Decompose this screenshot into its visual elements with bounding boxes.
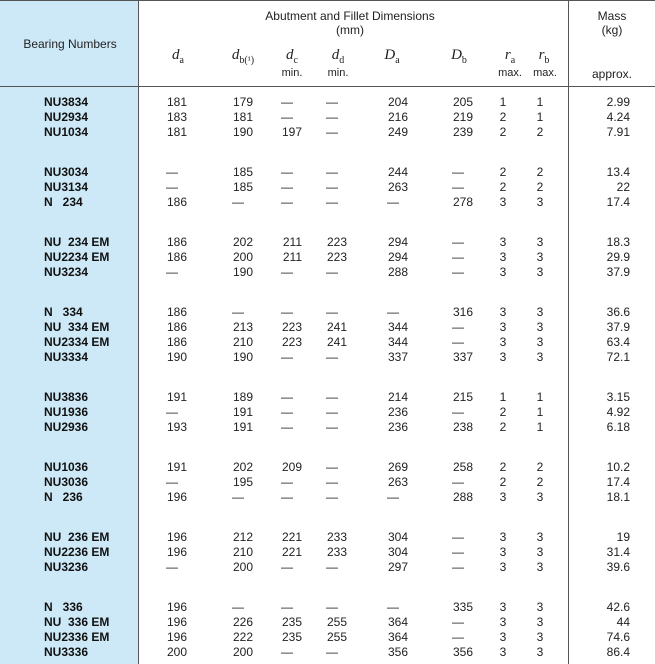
dd-min-label: min. [327, 67, 349, 79]
dc-min-label: min. [281, 67, 303, 79]
cell-mass: 19 [616, 530, 630, 544]
cell-ra: 3 [499, 335, 507, 349]
cell-ra: 3 [499, 490, 507, 504]
bearing-number: NU3336 [44, 645, 89, 659]
cell-ra: 3 [499, 195, 507, 209]
cell-dd: — [326, 165, 338, 179]
cell-db: 278 [452, 195, 473, 209]
cell-dd: — [326, 350, 338, 364]
cell-dd: — [326, 600, 338, 614]
cell-dd: 241 [326, 320, 347, 334]
cell-ra: 3 [499, 545, 507, 559]
cell-dc: 211 [282, 235, 302, 249]
bearing-number: NU3036 [44, 475, 89, 489]
cell-db: 202 [232, 235, 253, 249]
cell-rb: 3 [536, 530, 544, 544]
cell-rb: 2 [536, 460, 544, 474]
cell-rb: 1 [536, 405, 544, 419]
cell-db: — [452, 405, 464, 419]
column-divider-left [138, 0, 139, 664]
cell-rb: 3 [536, 490, 544, 504]
cell-rb: 3 [536, 615, 544, 629]
header-bottom-border [0, 86, 655, 87]
cell-rb: 3 [536, 560, 544, 574]
col-header-Da: $D_a$ [384, 47, 400, 66]
cell-db: — [452, 180, 464, 194]
bearing-number: NU1936 [44, 405, 89, 419]
cell-da: 288 [387, 265, 408, 279]
cell-db: 238 [452, 420, 473, 434]
cell-db: 213 [232, 320, 253, 334]
cell-dc: — [281, 600, 293, 614]
cell-mass: 17.4 [606, 475, 630, 489]
bearing-number: NU2334 EM [44, 335, 110, 349]
cell-db: — [452, 560, 464, 574]
cell-dd: — [326, 490, 338, 504]
rb-max-label: max. [533, 67, 557, 79]
bearing-number: NU 234 EM [44, 235, 110, 249]
cell-rb: 3 [536, 630, 544, 644]
bearing-number: N 234 [44, 195, 83, 209]
cell-dc: — [281, 475, 293, 489]
cell-rb: 3 [536, 350, 544, 364]
abutment-title: Abutment and Fillet Dimensions [265, 9, 435, 23]
mass-approx-label: approx. [591, 67, 633, 81]
cell-db: — [452, 475, 464, 489]
cell-rb: 3 [536, 250, 544, 264]
cell-da: 186 [166, 335, 187, 349]
cell-da: 294 [387, 235, 408, 249]
cell-da: — [166, 560, 178, 574]
cell-db: 190 [232, 265, 253, 279]
mass-unit: (kg) [601, 23, 623, 37]
cell-dc: — [281, 110, 293, 124]
cell-db: 185 [232, 180, 253, 194]
cell-mass: 37.9 [606, 265, 630, 279]
cell-db: 316 [452, 305, 473, 319]
cell-rb: 2 [536, 180, 544, 194]
cell-ra: 2 [499, 475, 507, 489]
cell-db: — [452, 630, 464, 644]
cell-da: 214 [387, 390, 408, 404]
cell-db: 239 [452, 125, 473, 139]
cell-da: 364 [387, 630, 408, 644]
cell-rb: 3 [536, 235, 544, 249]
cell-mass: 42.6 [606, 600, 630, 614]
cell-dd: — [326, 95, 338, 109]
cell-db: 200 [232, 250, 253, 264]
cell-db: — [232, 600, 244, 614]
cell-dc: — [281, 560, 293, 574]
cell-dd: 233 [326, 545, 347, 559]
cell-db: 202 [232, 460, 253, 474]
cell-dc: — [281, 350, 293, 364]
cell-dd: — [326, 265, 338, 279]
cell-rb: 2 [536, 165, 544, 179]
cell-da: 216 [387, 110, 408, 124]
cell-rb: 3 [536, 320, 544, 334]
cell-da: 263 [387, 475, 408, 489]
cell-da: 304 [387, 545, 408, 559]
bearing-number: N 236 [44, 490, 83, 504]
cell-mass: 37.9 [606, 320, 630, 334]
cell-da: 364 [387, 615, 408, 629]
cell-rb: 1 [536, 420, 544, 434]
cell-da: 297 [387, 560, 408, 574]
cell-mass: 31.4 [606, 545, 630, 559]
col-header-db: $d_{b(^1)}$ [231, 47, 255, 66]
cell-ra: 2 [499, 110, 507, 124]
cell-da: — [387, 490, 399, 504]
cell-dd: — [326, 195, 338, 209]
cell-dc: — [281, 195, 293, 209]
cell-da: 196 [166, 545, 187, 559]
cell-da: 204 [387, 95, 408, 109]
bearing-number: NU2336 EM [44, 630, 110, 644]
cell-rb: 1 [536, 390, 544, 404]
cell-rb: 3 [536, 195, 544, 209]
cell-ra: 1 [499, 390, 507, 404]
cell-ra: 3 [499, 615, 507, 629]
cell-mass: 36.6 [606, 305, 630, 319]
cell-ra: 3 [499, 235, 507, 249]
cell-db: 190 [232, 125, 253, 139]
cell-mass: 74.6 [606, 630, 630, 644]
cell-db: 185 [232, 165, 253, 179]
cell-da: 186 [166, 235, 187, 249]
bearing-number: NU3134 [44, 180, 89, 194]
cell-da: 186 [166, 305, 187, 319]
col-header-da: $d_a$ [172, 47, 184, 66]
cell-rb: 3 [536, 645, 544, 659]
cell-dc: — [281, 490, 293, 504]
cell-mass: 13.4 [606, 165, 630, 179]
cell-da: 183 [166, 110, 187, 124]
cell-dd: — [326, 180, 338, 194]
cell-ra: 2 [499, 180, 507, 194]
cell-db: 288 [452, 490, 473, 504]
cell-dd: 223 [326, 250, 347, 264]
bearing-number: NU3834 [44, 95, 89, 109]
bearing-numbers-header: Bearing Numbers [23, 37, 117, 51]
cell-mass: 3.15 [606, 390, 630, 404]
cell-da: 186 [166, 195, 187, 209]
cell-mass: 4.24 [606, 110, 630, 124]
cell-db: — [232, 490, 244, 504]
cell-db: — [232, 305, 244, 319]
cell-ra: 2 [499, 405, 507, 419]
cell-mass: 44 [616, 615, 630, 629]
cell-db: 191 [232, 405, 253, 419]
abutment-unit: (mm) [336, 23, 364, 37]
cell-ra: 3 [499, 600, 507, 614]
cell-da: 294 [387, 250, 408, 264]
cell-da: 244 [387, 165, 408, 179]
cell-db: — [452, 335, 464, 349]
cell-da: 193 [166, 420, 187, 434]
bearing-number: N 334 [44, 305, 83, 319]
col-header-dd: $d_d$ [331, 47, 345, 66]
bearing-number: NU1034 [44, 125, 89, 139]
col-header-dc: $d_c$ [286, 47, 298, 66]
cell-db: 215 [452, 390, 473, 404]
cell-ra: 2 [499, 165, 507, 179]
cell-dc: 197 [281, 125, 302, 139]
cell-da: 196 [166, 490, 187, 504]
cell-db: — [452, 165, 464, 179]
cell-ra: 3 [499, 630, 507, 644]
cell-mass: 63.4 [606, 335, 630, 349]
cell-mass: 10.2 [606, 460, 630, 474]
cell-db: 335 [452, 600, 473, 614]
bearing-number: N 336 [44, 600, 83, 614]
cell-ra: 3 [499, 560, 507, 574]
cell-da: — [166, 405, 178, 419]
cell-dd: — [326, 560, 338, 574]
cell-db: — [452, 545, 464, 559]
cell-db: 258 [452, 460, 473, 474]
bearing-number: NU2934 [44, 110, 89, 124]
bearing-number: NU3034 [44, 165, 89, 179]
cell-db: 337 [452, 350, 473, 364]
cell-db: 222 [232, 630, 253, 644]
cell-db: 356 [452, 645, 473, 659]
cell-ra: 3 [499, 320, 507, 334]
ra-max-label: max. [498, 67, 522, 79]
bearing-number: NU2234 EM [44, 250, 110, 264]
cell-dd: — [326, 460, 338, 474]
cell-da: 186 [166, 320, 187, 334]
cell-da: — [166, 475, 178, 489]
cell-dd: — [326, 125, 338, 139]
cell-rb: 3 [536, 305, 544, 319]
cell-rb: 3 [536, 545, 544, 559]
cell-dd: 241 [326, 335, 347, 349]
cell-mass: 6.18 [606, 420, 630, 434]
cell-mass: 18.1 [606, 490, 630, 504]
bearing-number: NU3236 [44, 560, 89, 574]
cell-dd: — [326, 475, 338, 489]
cell-rb: 3 [536, 265, 544, 279]
table-top-border [0, 0, 655, 1]
cell-db: 195 [232, 475, 253, 489]
cell-dc: — [281, 405, 293, 419]
cell-rb: 3 [536, 335, 544, 349]
cell-dd: 255 [326, 615, 347, 629]
cell-rb: 2 [536, 475, 544, 489]
cell-mass: 39.6 [606, 560, 630, 574]
cell-da: 344 [387, 335, 408, 349]
cell-dd: 255 [326, 630, 347, 644]
cell-da: 196 [166, 615, 187, 629]
bearing-number: NU3334 [44, 350, 89, 364]
cell-da: 190 [166, 350, 187, 364]
cell-mass: 72.1 [606, 350, 630, 364]
cell-dc: — [281, 165, 293, 179]
cell-db: — [452, 615, 464, 629]
col-header-ra: $r_a$ [504, 47, 516, 66]
cell-da: 196 [166, 600, 187, 614]
cell-db: 200 [232, 645, 253, 659]
cell-db: 210 [232, 335, 253, 349]
cell-dc: — [281, 390, 293, 404]
cell-dd: — [326, 390, 338, 404]
cell-da: 337 [387, 350, 408, 364]
cell-mass: 17.4 [606, 195, 630, 209]
cell-db: — [452, 320, 464, 334]
cell-dc: — [281, 95, 293, 109]
bearing-number: NU3234 [44, 265, 89, 279]
cell-da: 191 [166, 460, 187, 474]
cell-ra: 2 [499, 460, 507, 474]
cell-dd: 223 [326, 235, 347, 249]
cell-db: 210 [232, 545, 253, 559]
cell-dd: — [326, 645, 338, 659]
cell-dd: 233 [326, 530, 347, 544]
col-header-Db: $D_b$ [451, 47, 467, 66]
cell-dc: 221 [281, 545, 302, 559]
cell-da: 196 [166, 530, 187, 544]
cell-db: — [452, 250, 464, 264]
cell-da: — [166, 180, 178, 194]
cell-db: 219 [452, 110, 473, 124]
cell-dd: — [326, 110, 338, 124]
cell-db: 189 [232, 390, 253, 404]
cell-db: — [452, 235, 464, 249]
cell-da: 356 [387, 645, 408, 659]
cell-da: 196 [166, 630, 187, 644]
cell-rb: 3 [536, 600, 544, 614]
cell-rb: 1 [536, 95, 544, 109]
cell-dc: — [281, 265, 293, 279]
cell-dc: 223 [281, 335, 302, 349]
cell-db: 191 [232, 420, 253, 434]
cell-db: 205 [452, 95, 473, 109]
cell-db: — [452, 265, 464, 279]
cell-dd: — [326, 305, 338, 319]
cell-db: — [232, 195, 244, 209]
cell-da: — [387, 600, 399, 614]
column-divider-right [568, 0, 569, 664]
cell-ra: 3 [499, 645, 507, 659]
cell-ra: 3 [499, 530, 507, 544]
cell-ra: 3 [499, 250, 507, 264]
cell-dd: — [326, 420, 338, 434]
cell-mass: 7.91 [606, 125, 630, 139]
bearing-number: NU 334 EM [44, 320, 110, 334]
cell-da: — [166, 165, 178, 179]
cell-da: 269 [387, 460, 408, 474]
cell-db: 200 [232, 560, 253, 574]
bearing-number: NU2236 EM [44, 545, 110, 559]
bearing-number: NU3836 [44, 390, 89, 404]
bearing-number: NU2936 [44, 420, 89, 434]
cell-ra: 2 [499, 420, 507, 434]
cell-dc: 211 [282, 250, 302, 264]
cell-dc: — [281, 305, 293, 319]
cell-da: 344 [387, 320, 408, 334]
cell-db: — [452, 530, 464, 544]
cell-ra: 1 [499, 95, 507, 109]
cell-dc: 209 [281, 460, 302, 474]
cell-ra: 3 [499, 265, 507, 279]
cell-da: 236 [387, 405, 408, 419]
cell-da: — [166, 265, 178, 279]
cell-dc: 235 [281, 615, 302, 629]
cell-da: 181 [166, 95, 187, 109]
col-header-rb: $r_b$ [538, 47, 550, 66]
cell-da: 304 [387, 530, 408, 544]
cell-ra: 2 [499, 125, 507, 139]
cell-da: 249 [387, 125, 408, 139]
bearing-number: NU1036 [44, 460, 89, 474]
cell-mass: 86.4 [606, 645, 630, 659]
cell-db: 190 [232, 350, 253, 364]
cell-da: 191 [166, 390, 187, 404]
cell-dc: 223 [281, 320, 302, 334]
cell-db: 212 [232, 530, 253, 544]
cell-rb: 1 [536, 110, 544, 124]
cell-da: 236 [387, 420, 408, 434]
bearing-number: NU 336 EM [44, 615, 110, 629]
cell-rb: 2 [536, 125, 544, 139]
cell-dc: 221 [281, 530, 302, 544]
cell-db: 181 [232, 110, 253, 124]
cell-da: 181 [166, 125, 187, 139]
cell-da: — [387, 195, 399, 209]
cell-mass: 4.92 [606, 405, 630, 419]
cell-da: 186 [166, 250, 187, 264]
cell-dc: — [281, 420, 293, 434]
cell-dc: 235 [281, 630, 302, 644]
cell-db: 226 [232, 615, 253, 629]
cell-mass: 2.99 [606, 95, 630, 109]
bearing-number: NU 236 EM [44, 530, 110, 544]
cell-dc: — [281, 645, 293, 659]
cell-db: 179 [232, 95, 253, 109]
cell-da: 200 [166, 645, 187, 659]
cell-mass: 18.3 [606, 235, 630, 249]
cell-ra: 3 [499, 305, 507, 319]
cell-mass: 29.9 [606, 250, 630, 264]
cell-ra: 3 [499, 350, 507, 364]
mass-title: Mass [597, 9, 627, 23]
cell-da: 263 [387, 180, 408, 194]
cell-dc: — [281, 180, 293, 194]
cell-mass: 22 [616, 180, 630, 194]
cell-dd: — [326, 405, 338, 419]
cell-da: — [387, 305, 399, 319]
